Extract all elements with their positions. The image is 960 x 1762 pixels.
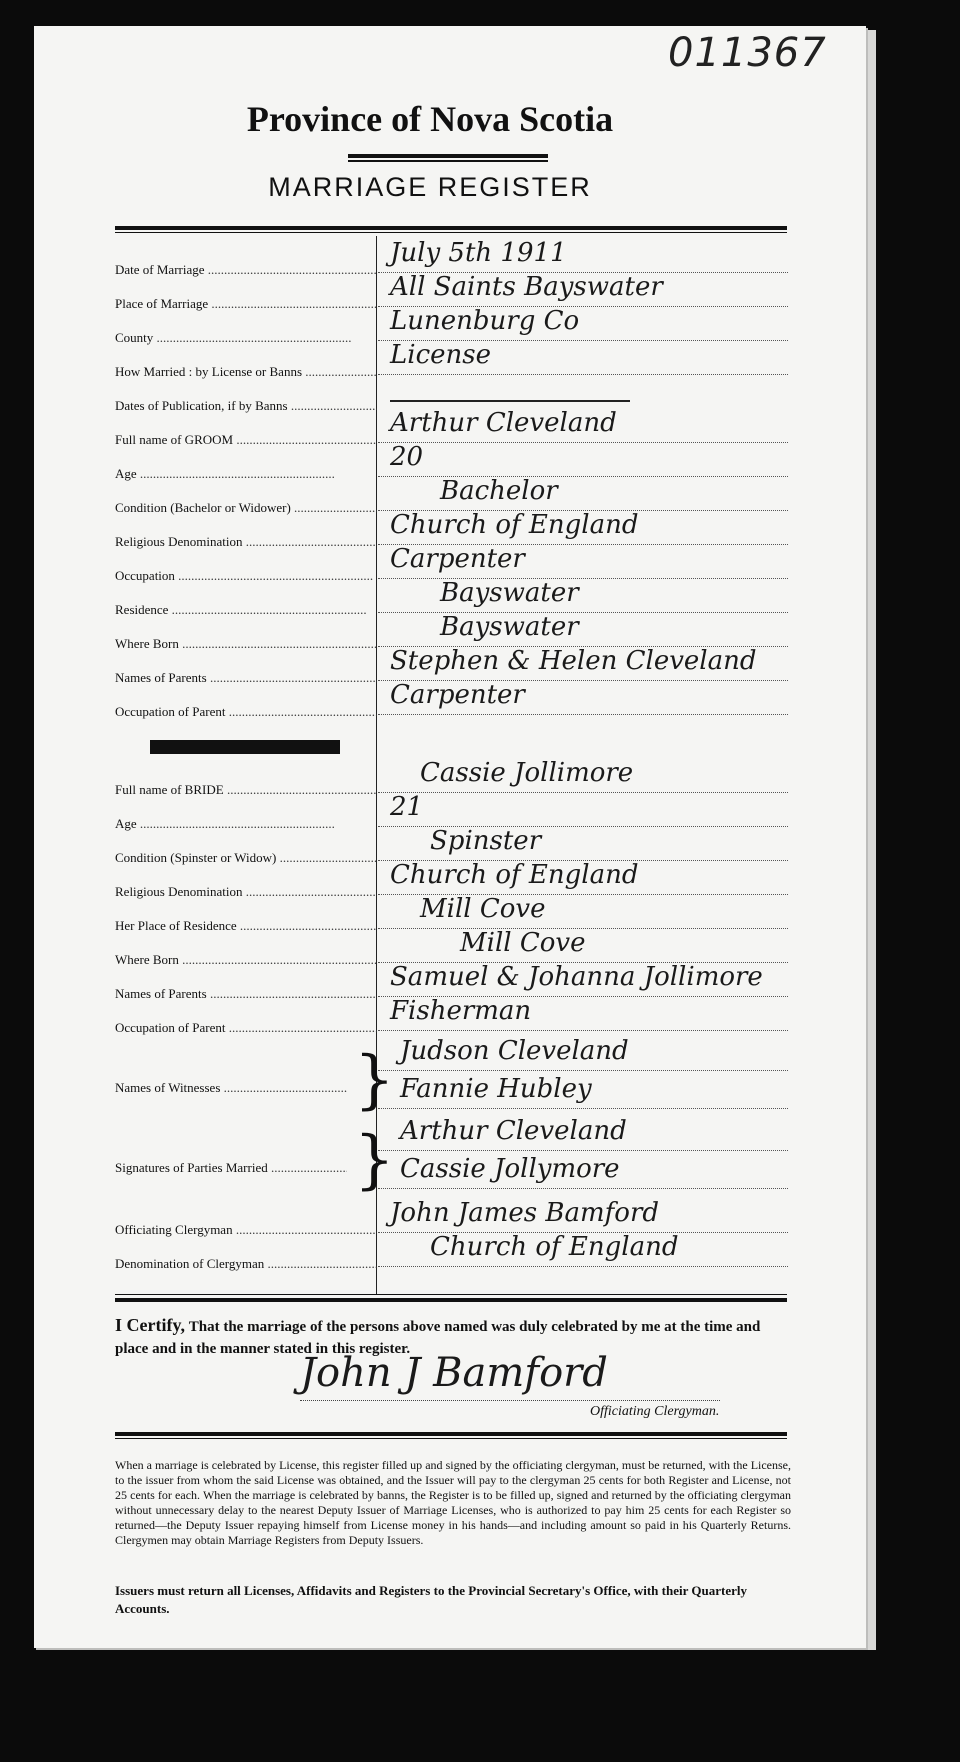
party-signature: Arthur Cleveland (400, 1116, 627, 1146)
field-value: Bayswater (440, 612, 579, 642)
field-label: Names of Parents ..... (115, 670, 377, 686)
signature-caption: Officiating Clergyman. (590, 1404, 720, 1419)
field-label: Full name of BRIDE ..... (115, 782, 377, 798)
value-underline (378, 1150, 788, 1151)
field-value: Church of England (390, 860, 639, 890)
certify-rule-thin (115, 1294, 787, 1295)
field-label: Religious Denomination ..... (115, 884, 377, 900)
field-value: Bachelor (440, 476, 558, 506)
field-value: Bayswater (440, 578, 579, 608)
field-label: Condition (Bachelor or Widower) ..... (115, 500, 377, 516)
field-value: 20 (390, 442, 424, 472)
field-label: How Married : by License or Banns ..... (115, 364, 377, 380)
field-label: Place of Marriage ..... (115, 296, 377, 312)
notice-rule (115, 1432, 787, 1436)
value-underline (378, 714, 788, 715)
field-value: Lunenburg Co (390, 306, 580, 336)
witnesses-label: Names of Witnesses ..... (115, 1080, 347, 1096)
certify-rule (115, 1298, 787, 1302)
witness-name: Judson Cleveland (400, 1036, 629, 1066)
certify-lead: I Certify, (115, 1315, 185, 1335)
top-rule (115, 226, 787, 230)
value-underline (378, 1188, 788, 1189)
field-label: Where Born ..... (115, 952, 377, 968)
field-label: Her Place of Residence ..... (115, 918, 377, 934)
field-value: Fisherman (390, 996, 532, 1026)
field-value: Samuel & Johanna Jollimore (390, 962, 763, 992)
instructions-notice: When a marriage is celebrated by License, this register filled up and signed by the officiating clergyman, must be returned, with the License, to the issuer from whom the said License was obtained, and the Issuer will pay to the clergyman 25 cents for both Register and License, not 25 cents for each. When the marriage is celebrated by banns, the Register is to be filled up, signed and returned by the officiating clergyman without unnecessary delay to the nearest Deputy Issuer of Marriage Licenses, who is authorized to pay him 25 cents for each Register so returned—the Deputy Issuer repaying himself from License money in his hands—and including amount so paid in his Quarterly Returns. Clergymen may obtain Marriage Registers from Deputy Issuers. (115, 1458, 791, 1547)
page-subtitle: MARRIAGE REGISTER (268, 172, 592, 202)
document-number: 011367 (668, 30, 827, 76)
signature-line (300, 1400, 720, 1401)
field-label: Religious Denomination ..... (115, 534, 377, 550)
field-value: 21 (390, 792, 424, 822)
notice-rule-thin (115, 1438, 787, 1439)
top-rule-thin (115, 232, 787, 233)
field-label: Dates of Publication, if by Banns ..... (115, 398, 377, 414)
parties-label: Signatures of Parties Married ..... (115, 1160, 347, 1176)
blank-stroke (390, 400, 630, 402)
field-value: Church of England (390, 510, 639, 540)
field-label: Date of Marriage ..... (115, 262, 377, 278)
field-label: Age ..... (115, 466, 377, 482)
field-value: All Saints Bayswater (390, 272, 663, 302)
witness-name: Fannie Hubley (400, 1074, 592, 1104)
page-title: Province of Nova Scotia (246, 99, 614, 139)
field-value: Mill Cove (460, 928, 586, 958)
field-label: Occupation of Parent ..... (115, 704, 377, 720)
title-rule (348, 154, 548, 158)
field-label: Denomination of Clergyman ..... (115, 1256, 377, 1272)
witnesses-brace: } (354, 1043, 395, 1117)
field-value: John James Bamford (390, 1198, 660, 1228)
field-label: Where Born ..... (115, 636, 377, 652)
field-value: Church of England (430, 1232, 679, 1262)
field-label: Occupation of Parent ..... (115, 1020, 377, 1036)
field-value: Cassie Jollimore (420, 758, 634, 788)
field-value: License (390, 340, 492, 370)
field-value: Mill Cove (420, 894, 546, 924)
field-label: Occupation ..... (115, 568, 377, 584)
section-separator-bar (150, 740, 340, 754)
certify-body: That the marriage of the persons above named was duly celebrated by me at the time and place and in the manner stated in this register. (115, 1319, 761, 1357)
field-label: Full name of GROOM ..... (115, 432, 377, 448)
field-value: Carpenter (390, 680, 525, 710)
officiating-signature: John J Bamford (300, 1350, 608, 1396)
value-underline (378, 1266, 788, 1267)
value-underline (378, 1070, 788, 1071)
party-signature: Cassie Jollymore (400, 1154, 620, 1184)
value-underline (378, 1030, 788, 1031)
parties-brace: } (354, 1123, 395, 1197)
issuers-notice: Issuers must return all Licenses, Affidavits and Registers to the Provincial Secretary's Office, with their Quarterly Accounts. (115, 1583, 747, 1616)
field-value: July 5th 1911 (390, 238, 567, 268)
field-value: Stephen & Helen Cleveland (390, 646, 757, 676)
value-underline (378, 1108, 788, 1109)
field-label: Officiating Clergyman ..... (115, 1222, 377, 1238)
field-label: Names of Parents ..... (115, 986, 377, 1002)
field-value: Carpenter (390, 544, 525, 574)
field-label: Condition (Spinster or Widow) ..... (115, 850, 377, 866)
field-value: Spinster (430, 826, 542, 856)
field-label: Age ..... (115, 816, 377, 832)
value-underline (378, 374, 788, 375)
field-label: County ..... (115, 330, 377, 346)
title-rule-thin (348, 160, 548, 162)
field-label: Residence ..... (115, 602, 377, 618)
field-value: Arthur Cleveland (390, 408, 617, 438)
